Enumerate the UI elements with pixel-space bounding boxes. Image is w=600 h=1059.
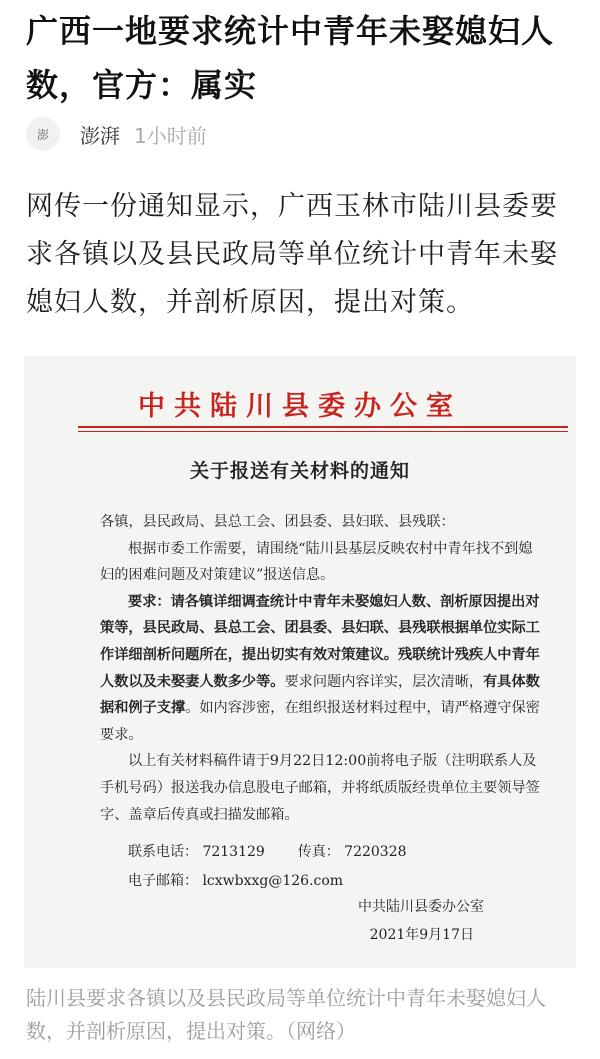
source-avatar[interactable]: 澎 bbox=[26, 117, 60, 151]
document-paragraph-1: 根据市委工作需要，请围绕“陆川县基层反映农村中青年找不到媳妇的困难问题及对策建议”报送信息。 bbox=[100, 540, 533, 584]
fax-number: 7220328 bbox=[344, 844, 407, 860]
email-line bbox=[128, 870, 343, 890]
publish-time: 1小时前 bbox=[134, 123, 207, 148]
document-header: 中共陆川县委办公室 bbox=[138, 391, 462, 422]
source-name[interactable]: 澎湃 bbox=[80, 123, 120, 148]
requirements-text-b: 。如内容涉密，在组织报送材料过程中，请严格遵守保密要求。 bbox=[100, 700, 540, 743]
article-meta bbox=[26, 114, 207, 154]
contact-line bbox=[128, 841, 407, 861]
document-date: 2021年9月17日 bbox=[369, 927, 474, 943]
email-address: lcxwbxxg@126.com bbox=[202, 873, 344, 889]
document-title: 关于报送有关材料的通知 bbox=[189, 460, 410, 482]
phone-number: 7213129 bbox=[202, 844, 265, 860]
requirements-text-a: 要求问题内容详实，层次清晰， bbox=[284, 673, 484, 690]
image-caption: 陆川县要求各镇以及县民政局等单位统计中青年未娶媳妇人数，并剖析原因，提出对策。（网络） bbox=[26, 986, 546, 1043]
article-title: 广西一地要求统计中青年未娶媳妇人数，官方：属实 bbox=[26, 12, 555, 104]
fax-label: 传真： bbox=[297, 844, 340, 860]
document-recipients: 各镇，县民政局、县总工会、团县委、县妇联、县残联： bbox=[100, 514, 455, 530]
document-paragraph-3: 以上有关材料稿件请于9月22日12:00前将电子版（注明联系人及手机号码）报送我办信息股电子邮箱，并将纸质版经贵单位主要领导签字、盖章后传真或扫描发邮箱。 bbox=[100, 753, 540, 823]
email-label: 电子邮箱： bbox=[128, 873, 198, 889]
phone-label: 联系电话： bbox=[128, 844, 198, 860]
red-divider bbox=[78, 426, 568, 428]
document-paragraph-2 bbox=[100, 589, 540, 749]
requirements-bold: 要求：请各镇详细调查统计中青年未娶媳妇人数、剖析原因提出对策等，县民政局、县总工会、团县委、县妇联、县残联根据单位实际工作详细剖析问题所在，提出切实有效对策建议。残联统计残疾人中青年人数以及未娶妻人数多少等。 bbox=[100, 593, 540, 690]
article-lead: 网传一份通知显示，广西玉林市陆川县委要求各镇以及县民政局等单位统计中青年未娶媳妇人数，并剖析原因，提出对策。 bbox=[26, 191, 558, 318]
document-image[interactable] bbox=[24, 356, 576, 968]
red-divider-thin bbox=[78, 431, 568, 432]
requirements-bold-2: 有具体数据和例子支撑 bbox=[100, 673, 540, 717]
document-signature: 中共陆川县委办公室 bbox=[358, 899, 484, 915]
document-body bbox=[100, 509, 540, 828]
